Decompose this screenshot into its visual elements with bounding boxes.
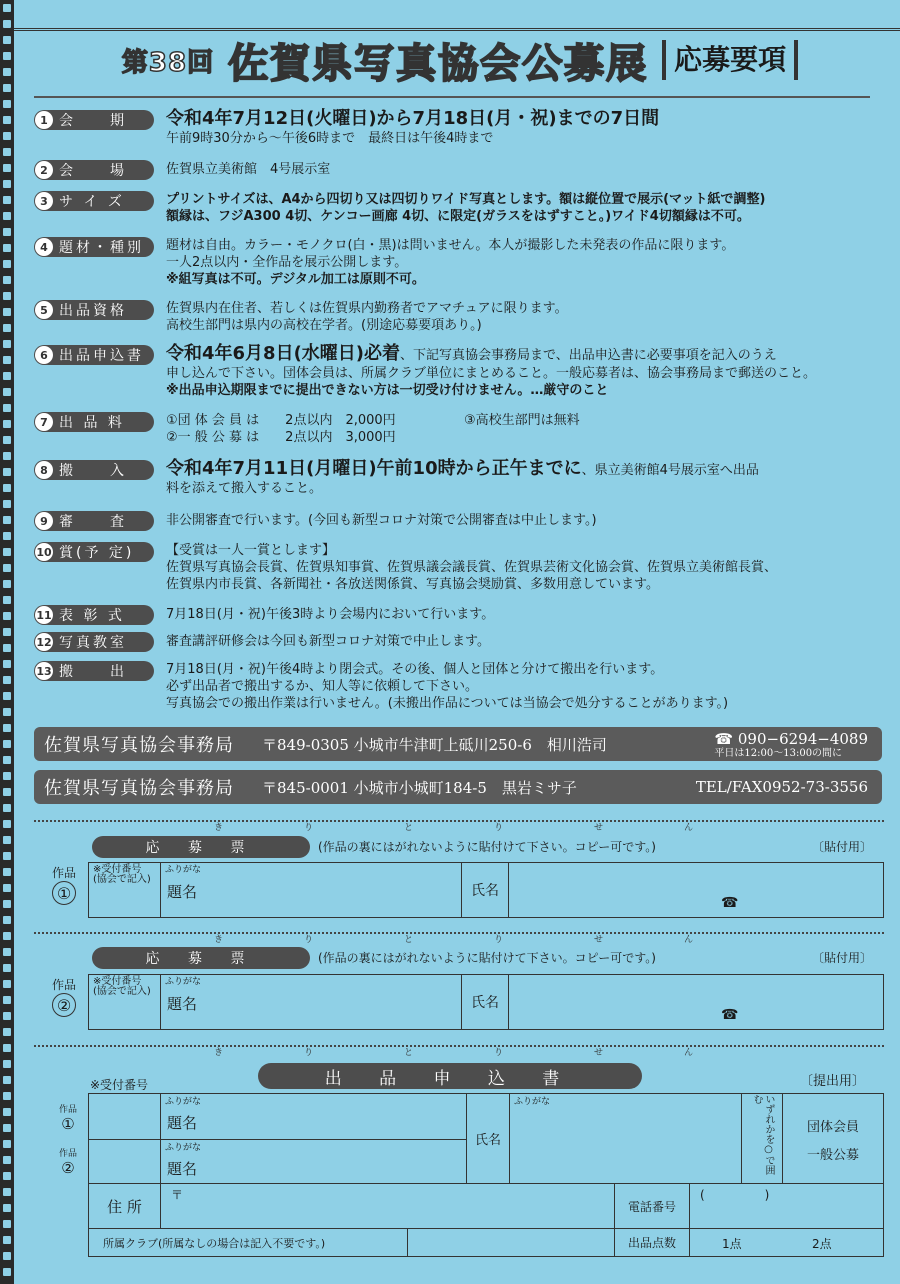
film-hole	[3, 84, 11, 92]
venue-text: 佐賀県立美術館 4号展示室	[166, 162, 331, 177]
film-hole	[3, 532, 11, 540]
ceremony-text: 7月18日(月・祝)午後3時より会場内において行います。	[166, 607, 495, 622]
delivery-time: 令和4年7月11日(月曜日)午前10時から正午までに	[166, 458, 582, 479]
size-line: プリントサイズは、A4から四切り又は四切りワイド写真とします。額は縦位置で展示(マット紙で調整)	[166, 192, 766, 207]
receipt-cell-2	[88, 1139, 161, 1184]
phone-icon: ☎	[721, 895, 739, 911]
film-hole	[3, 676, 11, 684]
film-hole	[3, 900, 11, 908]
film-hole	[3, 36, 11, 44]
work-label: 作品 ②	[50, 976, 78, 1017]
film-hole	[3, 1236, 11, 1244]
film-hole	[3, 468, 11, 476]
office-name: 佐賀県写真協会事務局	[44, 778, 234, 799]
office-name: 佐賀県写真協会事務局	[44, 735, 234, 756]
title-field[interactable]: ふりがな 題名	[160, 974, 462, 1030]
item-label: 4 題材・種別	[34, 237, 154, 257]
cut-line: き り と り せ ん	[34, 820, 884, 834]
count-field[interactable]	[689, 1228, 884, 1257]
film-hole	[3, 564, 11, 572]
count-option-2[interactable]: 2点	[812, 1237, 832, 1251]
receipt-cell: ※受付番号 (協会で記入)	[88, 974, 161, 1030]
title-field-2[interactable]: ふりがな 題名	[160, 1139, 467, 1184]
work-label: 作品 ①	[50, 864, 78, 905]
film-hole	[3, 724, 11, 732]
film-hole	[3, 1060, 11, 1068]
office-tel: TEL/FAX0952-73-3556	[695, 778, 868, 796]
film-hole	[3, 1092, 11, 1100]
film-hole	[3, 1028, 11, 1036]
film-hole	[3, 196, 11, 204]
film-hole	[3, 756, 11, 764]
entry-form-tag: 〔貼付用〕	[812, 840, 873, 854]
film-hole	[3, 388, 11, 396]
entry-form-title: 応 募 票	[92, 836, 310, 858]
film-hole	[3, 452, 11, 460]
film-hole	[3, 1204, 11, 1212]
club-label: 所属クラブ(所属なしの場合は記入不要です。)	[88, 1228, 408, 1257]
period-dates: 令和4年7月12日(火曜日)から7月18日(月・祝)までの7日間	[166, 108, 660, 129]
application-tag: 〔提出用〕	[800, 1074, 866, 1089]
divider	[34, 96, 870, 98]
film-hole	[3, 692, 11, 700]
photo-class-text: 審査講評研修会は今回も新型コロナ対策で中止します。	[166, 634, 490, 649]
film-hole	[3, 708, 11, 716]
film-hole	[3, 932, 11, 940]
awards-line: 【受賞は一人一賞とします】	[166, 543, 336, 558]
awards-line: 佐賀県写真協会長賞、佐賀県知事賞、佐賀県議会議長賞、佐賀県芸術文化協会賞、佐賀県立美術館長賞、	[166, 560, 778, 575]
film-hole	[3, 20, 11, 28]
film-hole	[3, 244, 11, 252]
delivery-text: 料を添えて搬入すること。	[166, 481, 323, 496]
application-text: 、下記写真協会事務局まで、出品申込書に必要事項を記入のうえ	[400, 348, 777, 363]
item-label: 6 出品申込書	[34, 345, 154, 365]
address-label: 住 所	[88, 1183, 161, 1229]
office-address: 〒849-0305 小城市牛津町上砥川250-6 相川浩司	[262, 735, 607, 754]
film-hole	[3, 628, 11, 636]
count-label: 出品点数	[614, 1228, 690, 1257]
application-warning: ※出品申込期限までに提出できない方は一切受け付けません。…厳守のこと	[166, 383, 609, 398]
film-hole	[3, 948, 11, 956]
film-hole	[3, 596, 11, 604]
receipt-label: ※受付番号	[90, 1078, 149, 1092]
item-label: 5 出品資格	[34, 300, 154, 320]
entry-form-tag: 〔貼付用〕	[812, 951, 873, 965]
choice-note: いずれかを○で囲む	[741, 1093, 783, 1184]
film-hole	[3, 52, 11, 60]
item-label: 12 写真教室	[34, 632, 154, 652]
film-hole	[3, 788, 11, 796]
name-label: 氏名	[461, 862, 509, 918]
exhibition-title: 佐賀県写真協会公募展	[228, 40, 649, 87]
application-title: 出 品 申 込 書	[258, 1063, 642, 1089]
film-hole	[3, 1012, 11, 1020]
film-hole	[3, 980, 11, 988]
work1-label: 作品 ①	[58, 1105, 77, 1133]
item-label: 8 搬 入	[34, 460, 154, 480]
item-label: 3 サ イ ズ	[34, 191, 154, 211]
film-hole	[3, 4, 11, 12]
title-field-1[interactable]: ふりがな 題名	[160, 1093, 467, 1140]
film-hole	[3, 1076, 11, 1084]
name-label: 氏名	[461, 974, 509, 1030]
entry-form-title: 応 募 票	[92, 947, 310, 969]
film-hole	[3, 868, 11, 876]
subject-note: ※組写真は不可。デジタル加工は原則不可。	[166, 272, 425, 287]
film-hole	[3, 180, 11, 188]
application-text: 申し込んで下さい。団体会員は、所属クラブ単位にまとめること。一般応募者は、協会事務局まで郵送のこと。	[166, 366, 817, 381]
film-hole	[3, 164, 11, 172]
film-hole	[3, 772, 11, 780]
name-label: 氏名	[466, 1093, 510, 1184]
item-label: 2 会 場	[34, 160, 154, 180]
office-address: 〒845-0001 小城市小城町184-5 黒岩ミサ子	[262, 778, 577, 797]
film-hole	[3, 1124, 11, 1132]
office-aikawa	[34, 727, 882, 761]
name-field[interactable]	[508, 974, 884, 1030]
awards-line: 佐賀県内市長賞、各新聞社・各放送関係賞、写真協会奨励賞、多数用意しています。	[166, 577, 659, 592]
phone-label: 電話番号	[614, 1183, 690, 1229]
film-hole	[3, 276, 11, 284]
application-deadline: 令和4年6月8日(水曜日)必着	[166, 343, 401, 364]
entry-form-instruction: (作品の裏にはがれないように貼付けて下さい。コピー可です。)	[318, 840, 656, 854]
entry-form-instruction: (作品の裏にはがれないように貼付けて下さい。コピー可です。)	[318, 951, 656, 965]
period-hours: 午前9時30分から〜午後6時まで 最終日は午後4時まで	[166, 131, 494, 146]
film-hole	[3, 308, 11, 316]
film-hole	[3, 1044, 11, 1052]
cut-line: き り と り せ ん	[34, 1045, 884, 1059]
name-field[interactable]	[508, 862, 884, 918]
film-hole	[3, 116, 11, 124]
eligibility-line: 佐賀県内在住者、若しくは佐賀県内勤務者でアマチュアに限ります。	[166, 301, 568, 316]
film-hole	[3, 612, 11, 620]
film-hole	[3, 260, 11, 268]
film-hole	[3, 436, 11, 444]
film-hole	[3, 68, 11, 76]
film-hole	[3, 100, 11, 108]
office-tel: ☎ 090−6294−4089 平日は12:00〜13:00の間に	[714, 729, 868, 759]
item-label: 1 会 期	[34, 110, 154, 130]
film-hole	[3, 644, 11, 652]
removal-line: 7月18日(月・祝)午後4時より閉会式。その後、個人と団体と分けて搬出を行います。	[166, 662, 664, 677]
edition-label: 第38回	[121, 47, 215, 78]
film-hole	[3, 740, 11, 748]
film-hole	[3, 340, 11, 348]
film-hole	[3, 484, 11, 492]
item-label: 13 搬 出	[34, 661, 154, 681]
item-label: 9 審 査	[34, 511, 154, 531]
film-hole	[3, 1108, 11, 1116]
phone-icon: ☎	[721, 1007, 739, 1023]
film-hole	[3, 548, 11, 556]
page-title	[60, 30, 860, 90]
cut-line: き り と り せ ん	[34, 932, 884, 946]
name-field[interactable]: ふりがな	[509, 1093, 742, 1184]
film-hole	[3, 500, 11, 508]
film-hole	[3, 1156, 11, 1164]
phone-field[interactable]: ( )	[689, 1183, 884, 1229]
film-hole	[3, 996, 11, 1004]
film-hole	[3, 420, 11, 428]
film-hole	[3, 212, 11, 220]
film-hole	[3, 404, 11, 412]
film-hole	[3, 884, 11, 892]
club-field[interactable]	[407, 1228, 615, 1257]
office-kuroiwa	[34, 770, 882, 804]
fee-member: ①団 体 会 員 は 2点以内 2,000円	[166, 413, 396, 428]
film-hole	[3, 804, 11, 812]
film-hole	[3, 916, 11, 924]
removal-line: 写真協会での搬出作業は行いません。(未搬出作品については当協会で処分することがあります。)	[166, 696, 729, 711]
film-hole	[3, 516, 11, 524]
subject-line: 一人2点以内・全作品を展示公開します。	[166, 255, 408, 270]
receipt-cell-1	[88, 1093, 161, 1140]
film-hole	[3, 1140, 11, 1148]
work2-label: 作品 ②	[58, 1149, 77, 1177]
item-label: 10 賞(予 定)	[34, 542, 154, 562]
judging-text: 非公開審査で行います。(今回も新型コロナ対策で公開審査は中止します。)	[166, 513, 597, 528]
delivery-text: 、県立美術館4号展示室へ出品	[581, 463, 759, 478]
film-hole	[3, 292, 11, 300]
eligibility-line: 高校生部門は県内の高校在学者。(別途応募要項あり。)	[166, 318, 482, 333]
fee-highschool: ③高校生部門は無料	[464, 413, 580, 428]
film-hole	[3, 820, 11, 828]
top-band	[14, 0, 900, 31]
receipt-cell: ※受付番号 (協会で記入)	[88, 862, 161, 918]
film-hole	[3, 324, 11, 332]
size-line: 額縁は、フジA300 4切、ケンコー画廊 4切、に限定(ガラスをはずすこと。)ワイド4切額縁は不可。	[166, 209, 750, 224]
guidelines-label: 応募要項	[662, 40, 798, 80]
film-hole	[3, 852, 11, 860]
item-label: 7 出 品 料	[34, 412, 154, 432]
membership-choice[interactable]: 団体会員 一般公募	[782, 1093, 884, 1184]
film-hole	[3, 228, 11, 236]
film-hole	[3, 1268, 11, 1276]
film-hole	[3, 580, 11, 588]
film-strip-border	[0, 0, 14, 1284]
film-hole	[3, 1252, 11, 1260]
film-hole	[3, 148, 11, 156]
film-hole	[3, 1172, 11, 1180]
film-hole	[3, 132, 11, 140]
fee-general: ②一 般 公 募 は 2点以内 3,000円	[166, 430, 396, 445]
subject-line: 題材は自由。カラー・モノクロ(白・黒)は問いません。本人が撮影した未発表の作品に限ります。	[166, 238, 735, 253]
film-hole	[3, 356, 11, 364]
title-field[interactable]: ふりがな 題名	[160, 862, 462, 918]
address-field[interactable]: 〒	[160, 1183, 615, 1229]
item-label: 11 表 彰 式	[34, 605, 154, 625]
film-hole	[3, 1220, 11, 1228]
film-hole	[3, 836, 11, 844]
count-option-1[interactable]: 1点	[722, 1237, 742, 1251]
film-hole	[3, 1188, 11, 1196]
removal-line: 必ず出品者で搬出するか、知人等に依頼して下さい。	[166, 679, 479, 694]
film-hole	[3, 964, 11, 972]
film-hole	[3, 660, 11, 668]
film-hole	[3, 372, 11, 380]
